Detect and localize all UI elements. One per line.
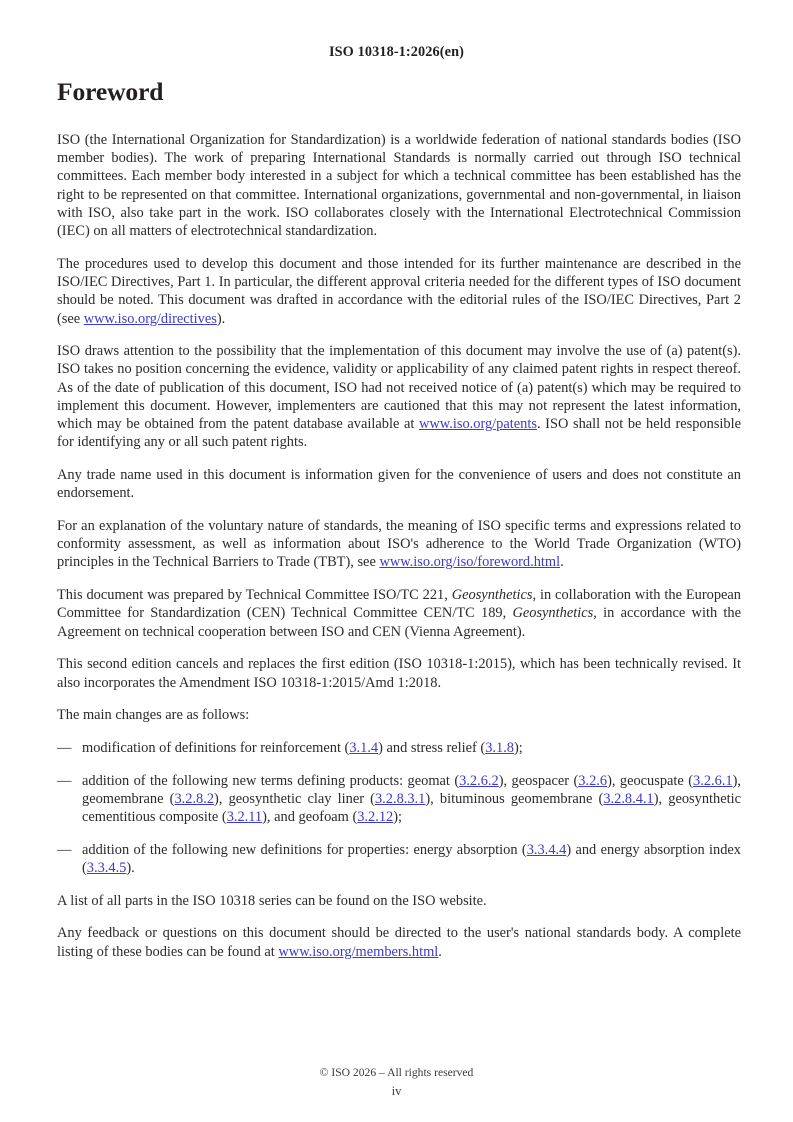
change-item-1-text-3: ); xyxy=(514,739,523,756)
change-item-2-text-8: ), and geofoam ( xyxy=(262,809,358,826)
footer-copyright: © ISO 2026 – All rights reserved xyxy=(319,1066,474,1079)
dash-bullet-icon: — xyxy=(57,739,72,756)
change-item-2-text-7: ), geosynthetic cementitious composite ( xyxy=(82,790,741,826)
link-clause-3-3-4-4[interactable]: 3.3.4.4 xyxy=(526,841,567,858)
paragraph-patents-text-a: ISO draws attention to the possibility that the implementation of this document may involve the use of (a) patent(s). ISO takes no position concerning the evidence, validity or applicability of any claimed patent rights in respect thereof. As of the date of publication of this document, ISO had not received notice of (a) patent(s) which may be required to implement this document. However, implementers are cautioned that this may not represent the latest information, which may be obtained from the patent database available at xyxy=(57,343,741,433)
paragraph-procedures xyxy=(57,255,741,328)
paragraph-trade-name: Any trade name used in this document is information given for the convenience of users and does not constitute an endorsement. xyxy=(57,467,741,502)
list-item xyxy=(57,772,741,827)
paragraph-committee-text-b: in collaboration with the European Committee for Standardization (CEN) Technical Committee CEN/TC 189, xyxy=(57,587,741,622)
link-clause-3-2-6-1[interactable]: 3.2.6.1 xyxy=(693,772,733,789)
paragraph-feedback xyxy=(57,924,741,960)
paragraph-parts-list: A list of all parts in the ISO 10318 series can be found on the ISO website. xyxy=(57,892,487,909)
link-clause-3-1-8[interactable]: 3.1.8 xyxy=(485,739,514,756)
paragraph-patents xyxy=(57,342,741,451)
changes-list xyxy=(57,739,741,877)
paragraph-feedback-text-a: Any feedback or questions on this document should be directed to the user's national standards body. A complete listing of these bodies can be found at xyxy=(57,925,741,960)
paragraph-voluntary-text-b: . xyxy=(560,554,564,571)
link-clause-3-2-11[interactable]: 3.2.11 xyxy=(226,809,263,826)
committee-subject-cen: Geosynthetics, xyxy=(512,605,597,622)
link-clause-3-2-8-3-1[interactable]: 3.2.8.3.1 xyxy=(374,790,426,807)
change-item-2-text-5: ), geosynthetic clay liner ( xyxy=(214,790,375,807)
change-item-3-text-2: ) and energy absorption index ( xyxy=(82,841,741,877)
link-iso-patents[interactable]: www.iso.org/patents xyxy=(419,416,537,433)
paragraph-procedures-text-a: The procedures used to develop this document and those intended for its further maintenance are described in the ISO/IEC Directives, Part 1. In particular, the different approval criteria needed for the different types of ISO document should be noted. This document was drafted in accordance with the editorial rules of the ISO/IEC Directives, Part 2 (see xyxy=(57,255,741,327)
change-item-2-text-1: addition of the following new terms defining products: geomat ( xyxy=(82,772,460,789)
change-item-2-text-3: ), geocuspate ( xyxy=(607,772,694,789)
change-item-2-text-6: ), bituminous geomembrane ( xyxy=(425,790,604,807)
list-item xyxy=(57,841,741,877)
document-content xyxy=(57,78,741,961)
paragraph-iso-intro: ISO (the International Organization for Standardization) is a worldwide federation of national standards bodies (ISO member bodies). The work of preparing International Standards is normally carried out through ISO technical committees. Each member body interested in a subject for which a technical committee has been established has the right to be represented on that committee. International organizations, governmental and non-governmental, in liaison with ISO, also take part in the work. ISO collaborates closely with the International Electrotechnical Commission (IEC) on all matters of electrotechnical standardization. xyxy=(57,132,741,240)
link-iso-members[interactable]: www.iso.org/members.html xyxy=(278,943,439,960)
paragraph-voluntary-nature xyxy=(57,517,741,572)
link-clause-3-3-4-5[interactable]: 3.3.4.5 xyxy=(86,860,127,877)
link-iso-directives[interactable]: www.iso.org/directives xyxy=(83,310,217,327)
link-clause-3-2-8-2[interactable]: 3.2.8.2 xyxy=(174,790,215,807)
link-iso-foreword[interactable]: www.iso.org/iso/foreword.html xyxy=(379,554,561,571)
dash-bullet-icon: — xyxy=(57,841,72,858)
footer-page-number: iv xyxy=(391,1084,402,1098)
paragraph-committee-text-a: This document was prepared by Technical Committee ISO/TC 221, xyxy=(57,587,452,604)
paragraph-procedures-text-b: ). xyxy=(216,310,226,327)
link-clause-3-2-6[interactable]: 3.2.6 xyxy=(578,772,608,789)
change-item-2-text-4: ), geomembrane ( xyxy=(82,772,741,807)
paragraph-patents-text-b: . ISO shall not be held responsible for identifying any or all such patent rights. xyxy=(57,416,742,451)
page-title: Foreword xyxy=(57,77,164,106)
paragraph-voluntary-text-a: For an explanation of the voluntary nature of standards, the meaning of ISO specific terms and expressions related to conformity assessment, as well as information about ISO's adherence to the World Trade Organization (WTO) principles in the Technical Barriers to Trade (TBT), see xyxy=(57,517,741,571)
change-item-3-text-3: ). xyxy=(126,860,135,877)
link-clause-3-2-8-4-1[interactable]: 3.2.8.4.1 xyxy=(603,790,654,807)
change-item-2-text-2: ), geospacer ( xyxy=(498,772,579,789)
committee-subject-iso: Geosynthetics, xyxy=(451,587,537,604)
paragraph-committee xyxy=(57,586,741,641)
link-clause-3-2-12[interactable]: 3.2.12 xyxy=(357,809,394,826)
change-item-1-text-2: ) and stress relief ( xyxy=(378,739,486,756)
change-item-3-text-1: addition of the following new definitions for properties: energy absorption ( xyxy=(82,841,527,858)
paragraph-committee-text-c: in accordance with the Agreement on technical cooperation between ISO and CEN (Vienna Agreement). xyxy=(57,605,742,640)
list-item xyxy=(57,739,741,757)
paragraph-feedback-text-b: . xyxy=(438,943,442,960)
paragraph-edition-history: This second edition cancels and replaces the first edition (ISO 10318-1:2015), which has been technically revised. It also incorporates the Amendment ISO 10318-1:2015/Amd 1:2018. xyxy=(57,656,741,691)
change-item-2-text-9: ); xyxy=(393,809,403,826)
dash-bullet-icon: — xyxy=(57,772,72,789)
running-header: ISO 10318-1:2026(en) xyxy=(328,44,465,60)
link-clause-3-2-6-2[interactable]: 3.2.6.2 xyxy=(459,772,499,789)
link-clause-3-1-4[interactable]: 3.1.4 xyxy=(349,739,379,756)
change-item-1-text-1: modification of definitions for reinforcement ( xyxy=(82,739,350,756)
paragraph-main-changes-intro: The main changes are as follows: xyxy=(57,707,250,724)
